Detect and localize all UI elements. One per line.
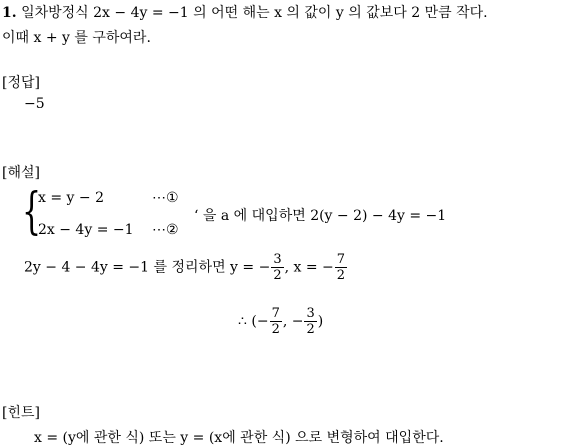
solution-line-3 — [24, 252, 348, 283]
therefore-line — [238, 306, 323, 337]
fraction-y-num: 3 — [273, 252, 282, 267]
answer-value: −5 — [24, 96, 45, 112]
fraction-y-den: 2 — [273, 268, 282, 283]
line3-prefix: 2y − 4 − 4y = −1 를 정리하면 y = − — [24, 259, 271, 276]
fraction-x — [335, 252, 347, 283]
fraction-y — [271, 252, 283, 283]
hint-label: [힌트] — [2, 405, 40, 421]
problem-line-1 — [2, 2, 488, 22]
line3-mid: , x = − — [284, 259, 334, 276]
system-brace: { — [22, 182, 42, 240]
fraction-x-den: 2 — [336, 268, 346, 283]
system-tag-1: ⋯① — [152, 190, 179, 206]
problem-number: 1. — [2, 5, 17, 21]
problem-line-2: 이때 x + y 를 구하여라. — [2, 30, 151, 46]
fraction-y-result — [304, 306, 316, 337]
therefore-suffix: ) — [317, 313, 324, 330]
fraction-y-result-den: 2 — [306, 322, 315, 337]
hint-text: x = (y에 관한 식) 또는 y = (x에 관한 식) 으로 변형하여 대입한다. — [34, 430, 444, 446]
fraction-x-result — [270, 306, 282, 337]
fraction-x-result-num: 7 — [271, 306, 280, 321]
problem-text-line-1: 일차방정식 2x − 4y = −1 의 어떤 해는 x 의 값이 y 의 값보다 2 만큼 작다. — [21, 5, 488, 21]
solution-label: [해설] — [2, 165, 40, 181]
answer-label: [정답] — [2, 75, 40, 91]
fraction-x-num: 7 — [336, 252, 346, 267]
system-eq-1: x = y − 2 — [38, 190, 104, 206]
substitution-text: ‘ 을 a 에 대입하면 2(y − 2) − 4y = −1 — [194, 208, 447, 224]
therefore-prefix: ∴ (− — [238, 313, 269, 330]
fraction-y-result-num: 3 — [306, 306, 315, 321]
fraction-x-result-den: 2 — [271, 322, 280, 337]
therefore-mid: , − — [282, 313, 304, 330]
system-eq-2: 2x − 4y = −1 — [38, 222, 134, 238]
system-tag-2: ⋯② — [152, 222, 179, 238]
